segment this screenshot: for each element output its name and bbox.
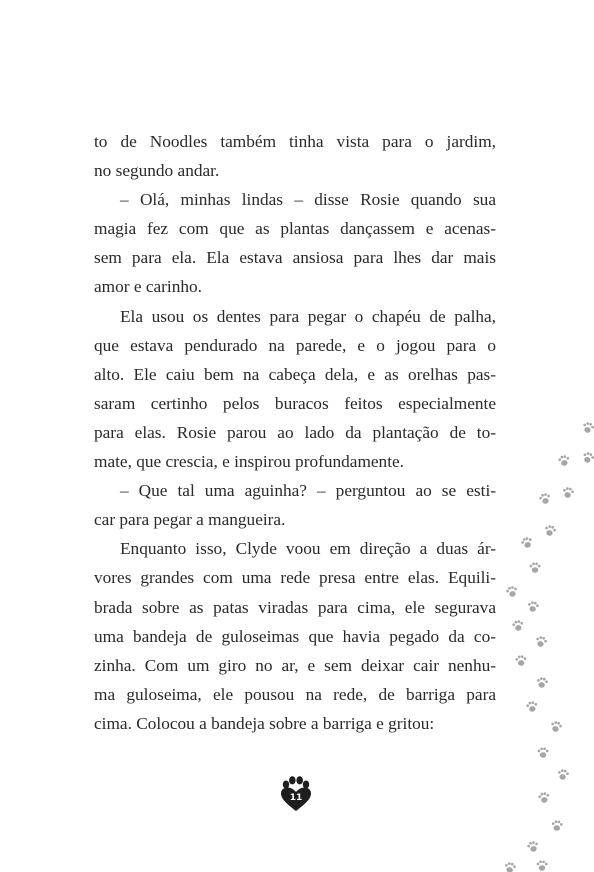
text-line: mate, que crescia, e inspirou profundamente. [94,452,404,472]
paw-print-icon [581,451,594,464]
paw-print-icon [504,862,517,872]
paw-print-icon [520,536,534,549]
text-line: magia fez com que as plantas dançassem e acenas- [94,219,496,239]
text-line: – Olá, minhas lindas – disse Rosie quando sua [120,190,496,210]
text-line: car para pegar a mangueira. [94,510,286,530]
page-number: 11 [289,793,303,803]
paw-print-icon [544,524,557,537]
text-line: zinha. Com um giro no ar, e sem deixar cair nenhu- [94,655,496,675]
paw-print-icon [526,701,539,713]
text-line: amor e carinho. [94,277,202,297]
paw-print-icon [527,601,540,613]
paw-print-icon [505,585,518,598]
text-line: alto. Ele caiu bem na cabeça dela, e as orelhas pas- [94,364,496,384]
paw-print-icon [550,720,563,733]
paw-print-icon [558,455,571,467]
text-line: Enquanto isso, Clyde voou em direção a duas ár- [120,539,496,559]
text-line: cima. Colocou a bandeja sobre a barriga e gritou: [94,713,435,733]
text-line: no segundo andar. [94,161,220,181]
paw-print-icon [538,492,551,505]
paw-print-icon [582,421,594,434]
paw-print-icon [515,655,527,666]
text-line: Ela usou os dentes para pegar o chapéu de palha, [120,306,496,326]
paw-print-icon [526,840,539,853]
paw-print-icon [512,620,525,632]
paw-print-icon [551,820,563,831]
text-line: saram certinho pelos buracos feitos especialmente [94,393,496,413]
paw-print-icon [535,635,548,648]
paw-print-icon [538,792,551,804]
paw-print-icon [562,487,575,499]
text-line: que estava pendurado na parede, e o jogou para o [94,335,496,355]
text-line: ma guloseima, ele pousou na rede, de barriga para [94,684,496,704]
text-line: brada sobre as patas viradas para cima, ele segurava [94,597,496,617]
paw-print-icon [557,769,570,781]
text-line: para elas. Rosie parou ao lado da plantação de to- [94,422,496,442]
page-number-badge [279,776,313,812]
text-line: sem para ela. Ela estava ansiosa para lhes dar mais [94,248,496,268]
text-line: – Que tal uma aguinha? – perguntou ao se esti- [120,481,496,501]
text-line: vores grandes com uma rede presa entre elas. Equili- [94,568,496,588]
paw-print-icon [530,562,541,572]
paw-print-icon [538,747,549,757]
text-line: to de Noodles também tinha vista para o jardim, [94,132,496,151]
paw-print-icon [537,860,548,870]
body-text [94,127,496,738]
text-line: uma bandeja de guloseimas que havia pegado da co- [94,626,496,646]
paw-print-icon [536,677,549,689]
